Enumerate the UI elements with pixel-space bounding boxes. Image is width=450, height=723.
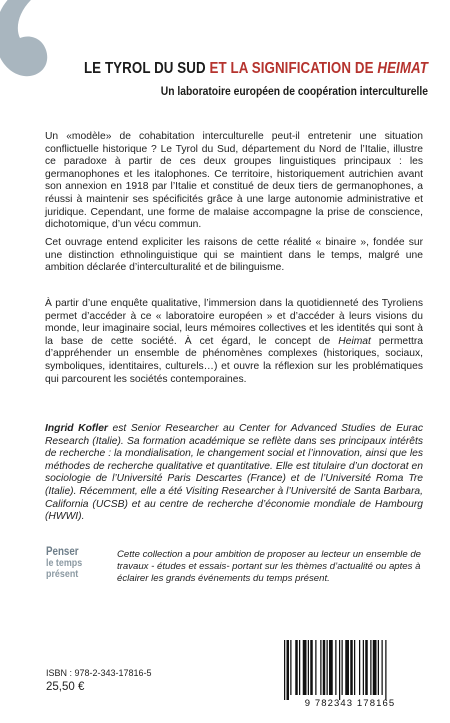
isbn: ISBN : 978-2-343-17816-5	[46, 668, 152, 678]
collection-logo-line3: présent	[46, 568, 79, 580]
barcode-bar	[303, 640, 307, 695]
barcode-bar	[365, 640, 368, 695]
barcode-bar	[308, 640, 309, 695]
author-bio-text: est Senior Researcher au Center for Advanced Studies de Eurac Research (Italie). Sa formation académique se reflète dans ses principaux intérêts de recherche : la mondialisation, le changement social et l’innovation, ainsi que les méthodes de recherche qualitative et quantitative. Elle est titulaire d’un doctorat en sociologie de l’Université Paris Descartes (France) et de l’Université Roma Tre (Italie). Récemment, elle a été Visiting Researcher à l’Université de Santa Barbara, California (UCSB) et au centre de recherche d’économie mondiale de Hambourg (HWWI).	[45, 423, 423, 523]
barcode-digits: 9 782343 178165	[304, 698, 396, 709]
barcode-bar	[315, 640, 316, 695]
title-part-2: ET LA SIGNIFICATION DE	[209, 60, 378, 77]
author-bio	[45, 423, 423, 524]
paragraph-text: Cet ouvrage entend expliciter les raisons de cette réalité « binaire », fondée sur une distinction ethnolinguistique qui se maintient dans le temps, malgré une ambition déclarée d’interculturalité et de bilinguisme.	[45, 237, 423, 274]
book-title	[60, 60, 428, 78]
barcode-bar	[335, 640, 336, 695]
barcode-bar	[350, 640, 353, 695]
barcode	[274, 638, 426, 710]
paragraph-text: Un «modèle» de cohabitation interculturelle peut-il entretenir une situation conflictuelle historique ? Le Tyrol du Sud, département du Nord de l’Italie, illustre ce paradoxe à partir de ces deux groupes linguistiques principaux : les germanophones et les italophones. Ce territoire, historiquement autrichien avant son annexion en 1918 par l’Italie et constitué de deux tiers de germanophones, a réussi à maintenir ses spécificités grâce à une large autonomie administrative et juridique. Cependant, une forme de malaise accompagne la prise de conscience, dichotomique, d’un vécu commun.	[45, 131, 423, 231]
barcode-bar	[295, 640, 298, 695]
barcode-bar	[378, 640, 379, 695]
barcode-bar	[363, 640, 364, 695]
collection-logo-line1: Penser	[46, 546, 79, 558]
barcode-bar	[373, 640, 377, 695]
barcode-bar	[385, 640, 386, 700]
price: 25,50 €	[46, 681, 85, 693]
title-block	[0, 60, 450, 98]
barcode-bar	[284, 640, 285, 700]
paragraph-text	[45, 298, 423, 386]
heimat-term: Heimat	[338, 335, 371, 347]
barcode-bars-icon	[274, 638, 426, 700]
title-part-3: HEIMAT	[377, 60, 428, 77]
barcode-bar	[323, 640, 326, 695]
barcode-bar	[382, 640, 383, 695]
paragraph-text-a: À partir d’une enquête qualitative, l’immersion dans la quotidienneté des Tyroliens permet d’accéder à ce « laboratoire européen » et d’accéder à leurs visions du monde, leur imaginaire social, leurs mémoires collectives et les identités qui sont à la base de cette société. À cet égard, le concept de	[45, 298, 423, 347]
author-name: Ingrid Kofler	[45, 423, 108, 434]
summary-paragraph-1	[45, 131, 423, 232]
barcode-bar	[339, 640, 340, 700]
collection-logo	[46, 547, 89, 580]
barcode-bar	[329, 640, 333, 695]
paragraph-text-b: permettra d’appréhender un ensemble de phénomènes complexes (historiques, sociaux, symboliques, identitaires, culturels…) et ouvre la réflexion sur les problématiques qui parcourent les sociétés contemporaines.	[45, 335, 423, 385]
collection-logo-line2: le temps	[46, 557, 83, 569]
book-subtitle: Un laboratoire européen de coopération interculturelle	[160, 84, 428, 98]
barcode-bar	[320, 640, 321, 695]
barcode-bar	[287, 640, 290, 700]
summary-paragraph-3	[45, 298, 423, 386]
collection-description: Cette collection a pour ambition de proposer au lecteur un ensemble de travaux - études et essais- portant sur les thèmes d’actualité ou aptes à éclairer les grands événements du temps présent.	[117, 549, 421, 584]
barcode-bar	[310, 640, 313, 695]
barcode-bar	[327, 640, 328, 695]
barcode-bar	[354, 640, 355, 695]
summary-paragraph-2	[45, 237, 423, 275]
barcode-bar	[290, 640, 291, 695]
barcode-bar	[342, 640, 343, 695]
barcode-bar	[299, 640, 300, 695]
barcode-bar	[370, 640, 371, 695]
title-part-1: LE TYROL DU SUD	[83, 60, 210, 77]
barcode-bar	[345, 640, 349, 695]
barcode-bar	[359, 640, 360, 695]
